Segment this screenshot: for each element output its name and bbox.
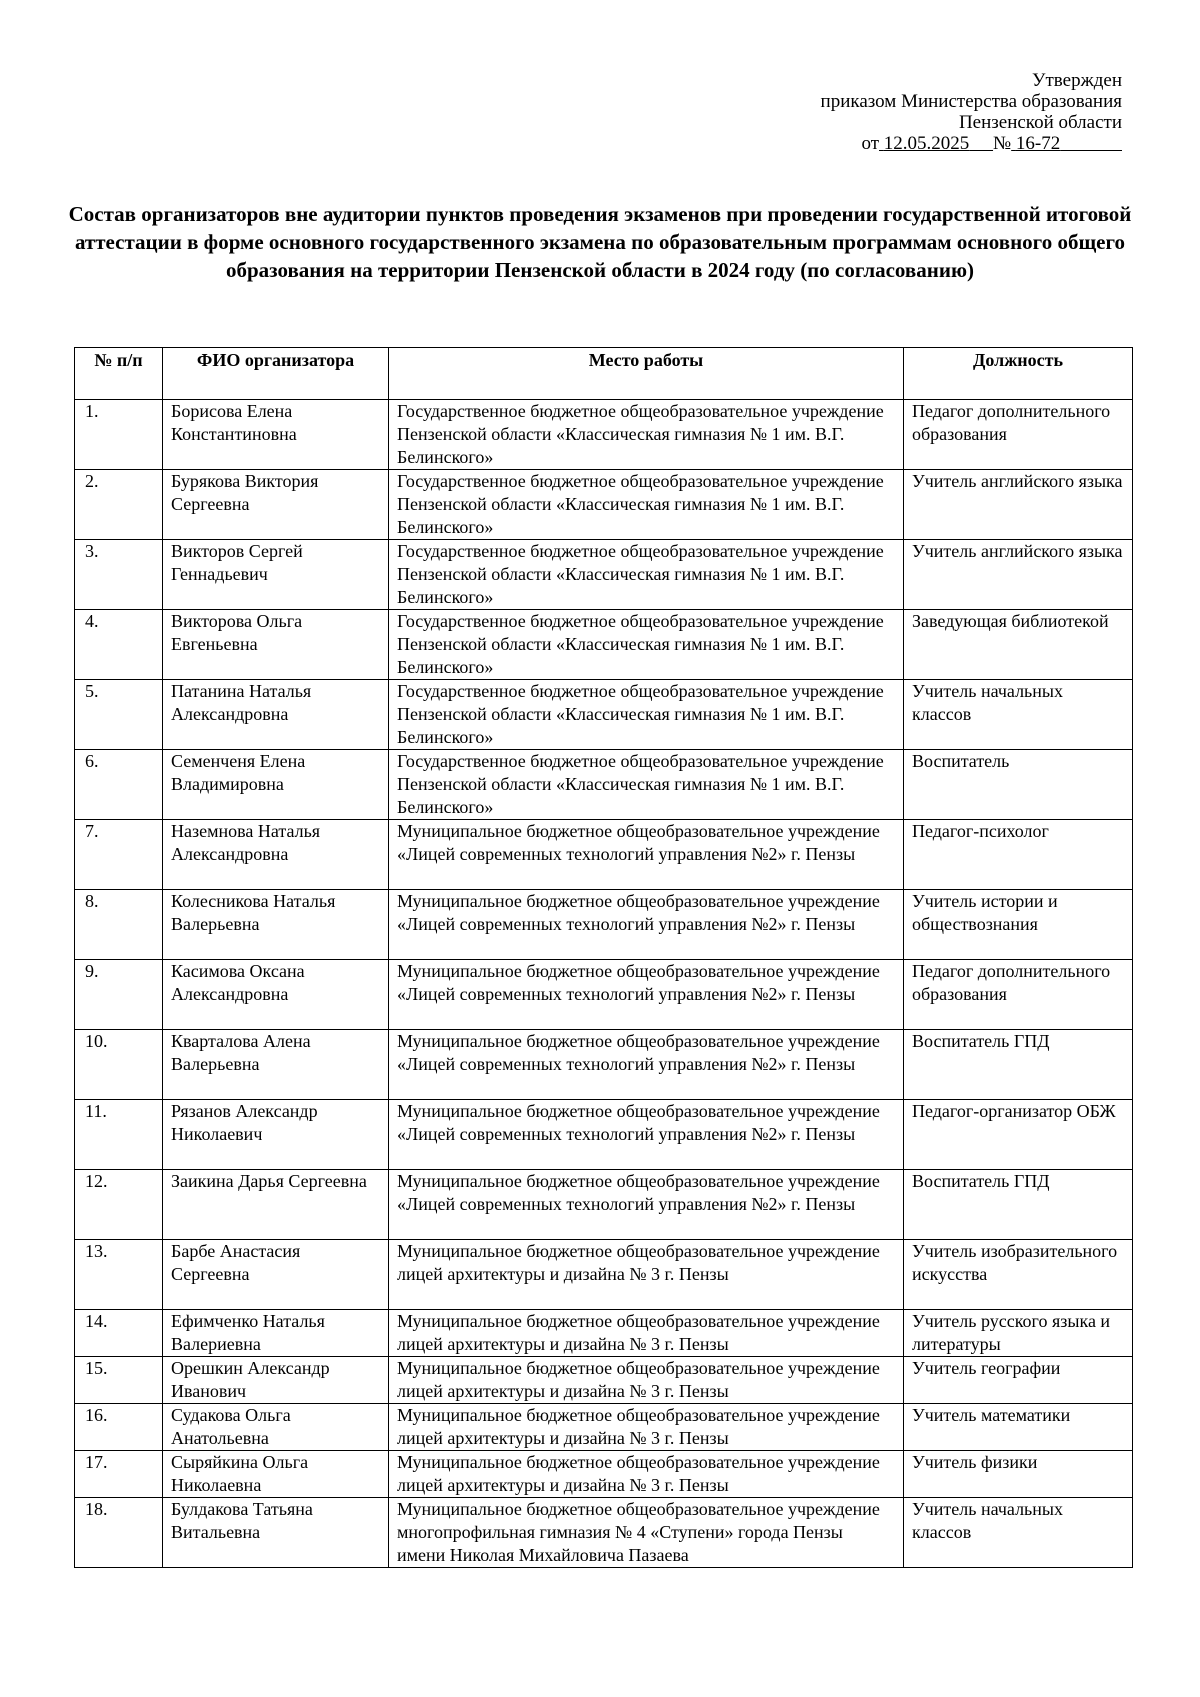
cell-workplace: Муниципальное бюджетное общеобразовательное учреждение «Лицей современных технологий управления №2» г. Пензы — [389, 1170, 904, 1240]
cell-name: Булдакова Татьяна Витальевна — [163, 1498, 389, 1568]
cell-workplace: Муниципальное бюджетное общеобразовательное учреждение лицей архитектуры и дизайна № 3 г. Пензы — [389, 1451, 904, 1498]
number-prefix: № — [993, 133, 1012, 154]
cell-workplace: Муниципальное бюджетное общеобразовательное учреждение лицей архитектуры и дизайна № 3 г. Пензы — [389, 1404, 904, 1451]
cell-workplace: Муниципальное бюджетное общеобразовательное учреждение многопрофильная гимназия № 4 «Ступени» города Пензы имени Николая Михайловича Пазаева — [389, 1498, 904, 1568]
cell-name: Ефимченко Наталья Валериевна — [163, 1310, 389, 1357]
table-body — [75, 400, 1133, 1568]
cell-workplace: Государственное бюджетное общеобразовательное учреждение Пензенской области «Классическая гимназия № 1 им. В.Г. Белинского» — [389, 610, 904, 680]
cell-name: Викторов Сергей Геннадьевич — [163, 540, 389, 610]
cell-num: 12. — [75, 1170, 163, 1240]
cell-position: Учитель географии — [904, 1357, 1133, 1404]
cell-num: 13. — [75, 1240, 163, 1310]
cell-num: 8. — [75, 890, 163, 960]
cell-position: Педагог дополнительного образования — [904, 960, 1133, 1030]
cell-position: Учитель начальных классов — [904, 680, 1133, 750]
cell-num: 7. — [75, 820, 163, 890]
cell-position: Воспитатель ГПД — [904, 1030, 1133, 1100]
cell-name: Касимова Оксана Александровна — [163, 960, 389, 1030]
cell-position: Воспитатель — [904, 750, 1133, 820]
cell-num: 11. — [75, 1100, 163, 1170]
cell-position: Учитель русского языка и литературы — [904, 1310, 1133, 1357]
table-header-row — [75, 348, 1133, 400]
header-num: № п/п — [75, 348, 163, 400]
date-prefix: от — [861, 133, 880, 154]
cell-num: 1. — [75, 400, 163, 470]
cell-name: Патанина Наталья Александровна — [163, 680, 389, 750]
cell-num: 5. — [75, 680, 163, 750]
table-row — [75, 1100, 1133, 1170]
cell-workplace: Муниципальное бюджетное общеобразовательное учреждение лицей архитектуры и дизайна № 3 г. Пензы — [389, 1240, 904, 1310]
cell-position: Воспитатель ГПД — [904, 1170, 1133, 1240]
header-position: Должность — [904, 348, 1133, 400]
cell-name: Судакова Ольга Анатольевна — [163, 1404, 389, 1451]
table-row — [75, 890, 1133, 960]
table-row — [75, 820, 1133, 890]
table-row — [75, 680, 1133, 750]
header-name: ФИО организатора — [163, 348, 389, 400]
cell-num: 15. — [75, 1357, 163, 1404]
cell-workplace: Государственное бюджетное общеобразовательное учреждение Пензенской области «Классическая гимназия № 1 им. В.Г. Белинского» — [389, 750, 904, 820]
cell-num: 9. — [75, 960, 163, 1030]
table-row — [75, 400, 1133, 470]
table-row — [75, 1240, 1133, 1310]
cell-position: Учитель истории и обществознания — [904, 890, 1133, 960]
table-row — [75, 1498, 1133, 1568]
approval-order-line — [602, 133, 1122, 154]
order-date: 12.05.2025 — [883, 133, 970, 154]
cell-workplace: Муниципальное бюджетное общеобразовательное учреждение «Лицей современных технологий управления №2» г. Пензы — [389, 1030, 904, 1100]
cell-name: Колесникова Наталья Валерьевна — [163, 890, 389, 960]
cell-num: 10. — [75, 1030, 163, 1100]
cell-num: 3. — [75, 540, 163, 610]
cell-num: 17. — [75, 1451, 163, 1498]
cell-name: Заикина Дарья Сергеевна — [163, 1170, 389, 1240]
cell-position: Учитель начальных классов — [904, 1498, 1133, 1568]
cell-position: Заведующая библиотекой — [904, 610, 1133, 680]
cell-name: Барбе Анастасия Сергеевна — [163, 1240, 389, 1310]
cell-position: Учитель английского языка — [904, 540, 1133, 610]
approval-line-2: приказом Министерства образования — [820, 91, 1122, 112]
cell-workplace: Муниципальное бюджетное общеобразовательное учреждение «Лицей современных технологий управления №2» г. Пензы — [389, 890, 904, 960]
cell-num: 18. — [75, 1498, 163, 1568]
table-row — [75, 1030, 1133, 1100]
cell-position: Педагог-организатор ОБЖ — [904, 1100, 1133, 1170]
table-row — [75, 1404, 1133, 1451]
cell-name: Борисова Елена Константиновна — [163, 400, 389, 470]
cell-name: Рязанов Александр Николаевич — [163, 1100, 389, 1170]
table-row — [75, 750, 1133, 820]
cell-workplace: Муниципальное бюджетное общеобразовательное учреждение лицей архитектуры и дизайна № 3 г. Пензы — [389, 1357, 904, 1404]
table-row — [75, 540, 1133, 610]
table-row — [75, 1170, 1133, 1240]
cell-num: 14. — [75, 1310, 163, 1357]
table-row — [75, 610, 1133, 680]
approval-line-1: Утвержден — [1032, 70, 1122, 91]
cell-num: 4. — [75, 610, 163, 680]
cell-position: Учитель изобразительного искусства — [904, 1240, 1133, 1310]
cell-num: 6. — [75, 750, 163, 820]
cell-position: Учитель физики — [904, 1451, 1133, 1498]
table-row — [75, 1310, 1133, 1357]
order-number: 16-72 — [1015, 133, 1061, 154]
organizers-table — [74, 347, 1133, 1568]
table-row — [75, 960, 1133, 1030]
cell-num: 2. — [75, 470, 163, 540]
cell-num: 16. — [75, 1404, 163, 1451]
table-row — [75, 1451, 1133, 1498]
cell-workplace: Муниципальное бюджетное общеобразовательное учреждение «Лицей современных технологий управления №2» г. Пензы — [389, 960, 904, 1030]
cell-position: Педагог-психолог — [904, 820, 1133, 890]
cell-name: Орешкин Александр Иванович — [163, 1357, 389, 1404]
cell-name: Семенченя Елена Владимировна — [163, 750, 389, 820]
cell-workplace: Муниципальное бюджетное общеобразовательное учреждение «Лицей современных технологий управления №2» г. Пензы — [389, 820, 904, 890]
cell-position: Педагог дополнительного образования — [904, 400, 1133, 470]
cell-workplace: Государственное бюджетное общеобразовательное учреждение Пензенской области «Классическая гимназия № 1 им. В.Г. Белинского» — [389, 680, 904, 750]
approval-block — [602, 70, 1122, 154]
cell-name: Викторова Ольга Евгеньевна — [163, 610, 389, 680]
cell-name: Сыряйкина Ольга Николаевна — [163, 1451, 389, 1498]
cell-name: Бурякова Виктория Сергеевна — [163, 470, 389, 540]
cell-workplace: Муниципальное бюджетное общеобразовательное учреждение лицей архитектуры и дизайна № 3 г. Пензы — [389, 1310, 904, 1357]
table-row — [75, 1357, 1133, 1404]
table-row — [75, 470, 1133, 540]
approval-line-3: Пензенской области — [958, 112, 1122, 133]
cell-position: Учитель английского языка — [904, 470, 1133, 540]
cell-workplace: Государственное бюджетное общеобразовательное учреждение Пензенской области «Классическая гимназия № 1 им. В.Г. Белинского» — [389, 400, 904, 470]
cell-workplace: Государственное бюджетное общеобразовательное учреждение Пензенской области «Классическая гимназия № 1 им. В.Г. Белинского» — [389, 540, 904, 610]
cell-position: Учитель математики — [904, 1404, 1133, 1451]
cell-name: Наземнова Наталья Александровна — [163, 820, 389, 890]
cell-workplace: Муниципальное бюджетное общеобразовательное учреждение «Лицей современных технологий управления №2» г. Пензы — [389, 1100, 904, 1170]
document-title: Состав организаторов вне аудитории пунктов проведения экзаменов при проведении государственной итоговой аттестации в форме основного государственного экзамена по образовательным программам основного общего образования на территории Пензенской области в 2024 году (по согласованию) — [68, 202, 1132, 282]
cell-name: Кварталова Алена Валерьевна — [163, 1030, 389, 1100]
cell-workplace: Государственное бюджетное общеобразовательное учреждение Пензенской области «Классическая гимназия № 1 им. В.Г. Белинского» — [389, 470, 904, 540]
header-workplace: Место работы — [389, 348, 904, 400]
